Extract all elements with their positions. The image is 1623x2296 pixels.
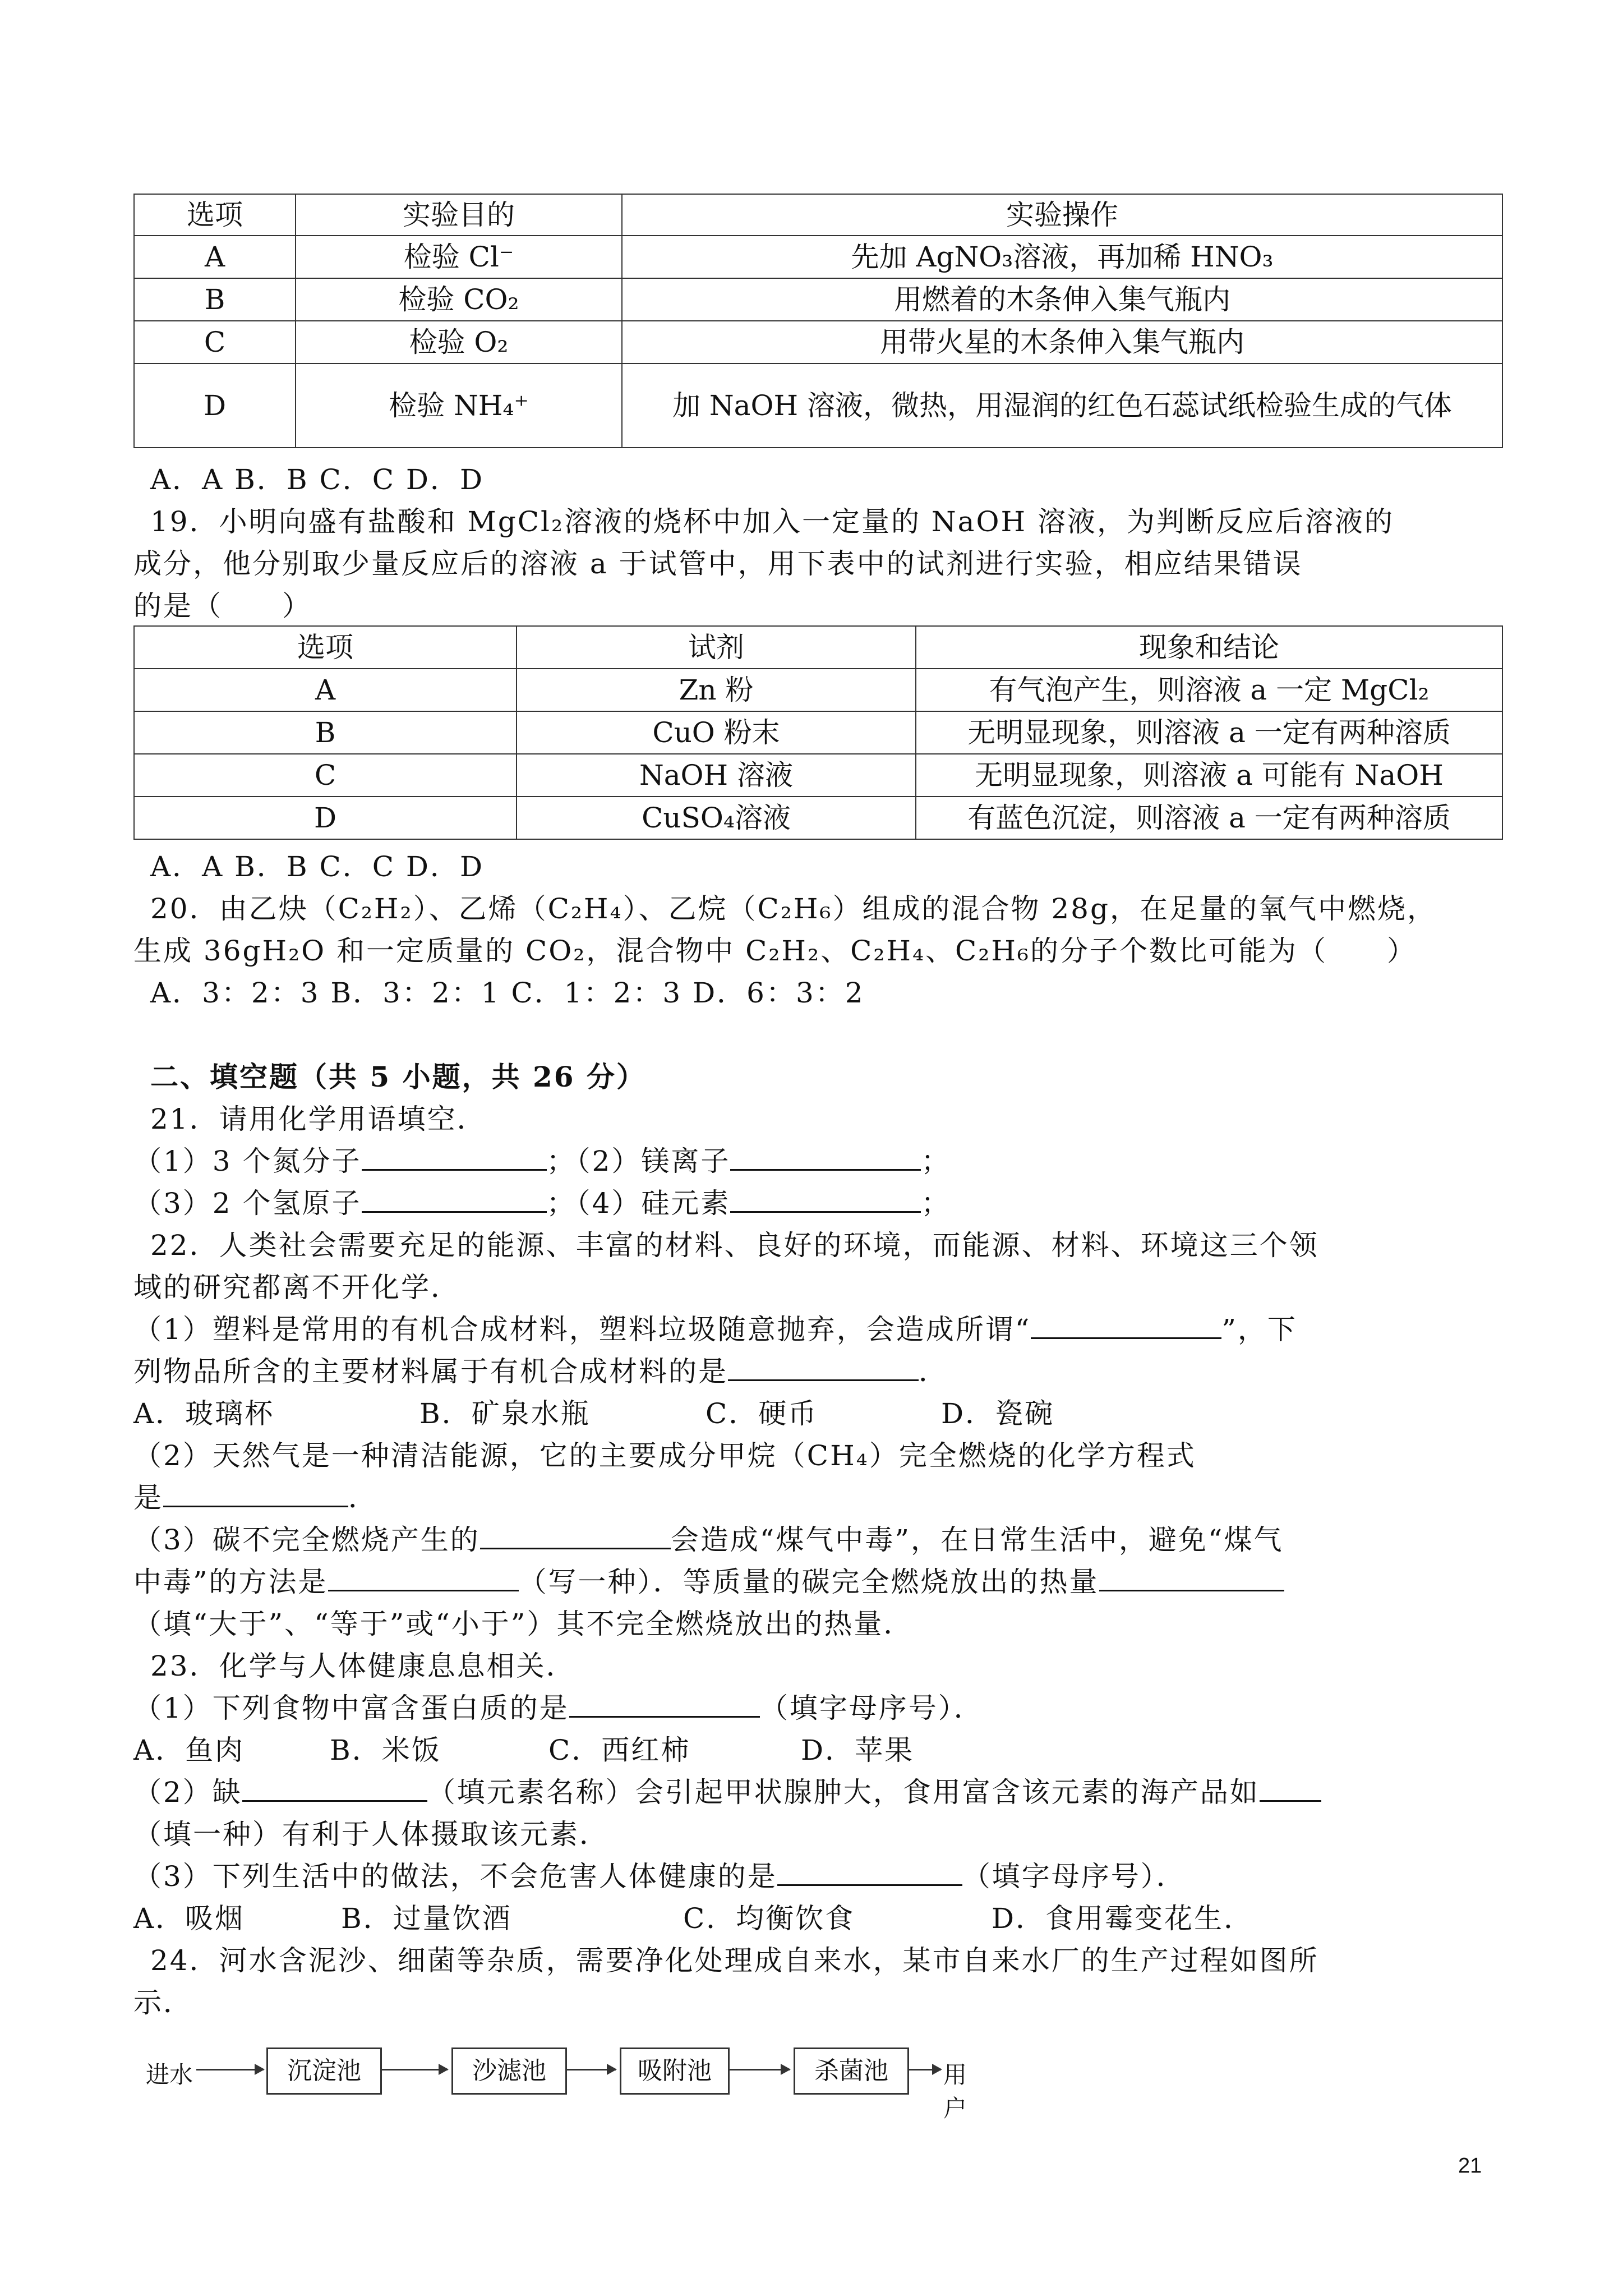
flow-arrow: [565, 2069, 616, 2070]
q24-line2: 示．: [133, 1986, 193, 2019]
table1-cell: 加 NaOH 溶液，微热，用湿润的红色石蕊试纸检验生成的气体: [622, 364, 1502, 448]
table1-cell: C: [134, 321, 296, 364]
flow-step-sterilization: 杀菌池: [794, 2047, 909, 2095]
answer-blank[interactable]: [730, 1140, 921, 1171]
experiment-table-2: [133, 625, 1503, 840]
q22-p1a: （1）塑料是常用的有机合成材料，塑料垃圾随意抛弃，会造成所谓“: [133, 1313, 1031, 1346]
answer-blank[interactable]: [242, 1771, 427, 1802]
q24-line1: 24．河水含泥沙、细菌等杂质，需要净化处理成自来水，某市自来水厂的生产过程如图所: [150, 1944, 1319, 1977]
q21-semi: ；: [921, 1187, 951, 1220]
q22-p3d: （写一种）．等质量的碳完全燃烧放出的热量: [518, 1566, 1099, 1598]
option-d: D．苹果: [801, 1734, 915, 1766]
q23-part2-line2: （填一种）有利于人体摄取该元素．: [133, 1818, 609, 1851]
q22-p3c: 中毒”的方法是: [133, 1566, 328, 1598]
flow-end-label: 用户: [943, 2061, 967, 2122]
q22-p1c: 列物品所含的主要材料属于有机合成材料的是: [133, 1355, 728, 1388]
q23-p2b: （填元素名称）会引起甲状腺肿大，食用富含该元素的海产品如: [427, 1776, 1260, 1809]
q21-stem: 21．请用化学用语填空．: [150, 1103, 487, 1135]
table1-header-option: 选项: [134, 194, 296, 236]
table2-cell: C: [134, 754, 517, 797]
table2-cell: CuO 粉末: [517, 711, 916, 754]
answer-blank[interactable]: [362, 1140, 547, 1171]
flow-arrow: [907, 2069, 941, 2070]
q23-part3: [133, 1854, 1186, 1894]
q22-line1: 22．人类社会需要充足的能源、丰富的材料、良好的环境，而能源、材料、环境这三个领: [150, 1229, 1319, 1262]
table1-cell: 用燃着的木条伸入集气瓶内: [622, 278, 1502, 321]
page-number: 21: [1458, 2154, 1482, 2178]
section-title: 二、填空题（共 5 小题，共 26 分）: [150, 1060, 646, 1093]
table2-cell: 有气泡产生，则溶液 a 一定 MgCl₂: [916, 669, 1502, 711]
answer-blank[interactable]: [730, 1182, 921, 1213]
option-b: B．过量饮酒: [341, 1902, 512, 1935]
table2-cell: B: [134, 711, 517, 754]
q21-p1b: ；（2）镁离子: [546, 1145, 731, 1177]
table2-cell: CuSO₄溶液: [517, 797, 916, 839]
q22-part1-line2: [133, 1349, 948, 1389]
answer-blank[interactable]: [362, 1182, 547, 1213]
table2-cell: 无明显现象，则溶液 a 一定有两种溶质: [916, 711, 1502, 754]
q22-period: ．: [919, 1355, 948, 1388]
q23-p1b: （填字母序号）．: [759, 1692, 984, 1724]
q20-line1: 20．由乙炔（C₂H₂）、乙烯（C₂H₄）、乙烷（C₂H₆）组成的混合物 28g，在足量的氧气中燃烧，: [150, 892, 1437, 925]
option-a: A．玻璃杯: [133, 1397, 275, 1430]
table1-header-purpose: 实验目的: [296, 194, 622, 236]
q22-p3b: 会造成“煤气中毒”，在日常生活中，避免“煤气: [670, 1524, 1284, 1556]
table2-cell: A: [134, 669, 517, 711]
option-c: C．均衡饮食: [683, 1902, 855, 1935]
flow-step-sedimentation: 沉淀池: [266, 2047, 382, 2095]
option-b: B．矿泉水瓶: [419, 1397, 591, 1430]
table2-cell: 有蓝色沉淀，则溶液 a 一定有两种溶质: [916, 797, 1502, 839]
q23-options-1: [133, 1728, 914, 1768]
table2-cell: Zn 粉: [517, 669, 916, 711]
q23-p2a: （2）缺: [133, 1776, 242, 1809]
q22-p2b: 是: [133, 1481, 163, 1514]
q23-part1: [133, 1686, 984, 1726]
q22-options: [133, 1391, 1054, 1432]
q21-p2a: （3）2 个氢原子: [133, 1187, 362, 1220]
table1-cell: 检验 Cl⁻: [296, 236, 622, 278]
option-b: B．米饭: [330, 1734, 441, 1766]
q22-part3-line1: [133, 1517, 1284, 1558]
answer-blank[interactable]: [569, 1687, 760, 1718]
answer-blank[interactable]: [1099, 1561, 1284, 1591]
flow-arrow: [196, 2069, 264, 2070]
answer-blank[interactable]: [480, 1519, 671, 1549]
answer-blank[interactable]: [328, 1561, 519, 1591]
q22-part3-line2: [133, 1559, 1284, 1600]
table1-cell: 用带火星的木条伸入集气瓶内: [622, 321, 1502, 364]
table1-cell: 检验 CO₂: [296, 278, 622, 321]
q22-part1-line1: [133, 1307, 1297, 1347]
answer-blank[interactable]: [163, 1476, 348, 1507]
q22-part2-line2: [133, 1475, 378, 1516]
table2-cell: 无明显现象，则溶液 a 可能有 NaOH: [916, 754, 1502, 797]
q23-p3a: （3）下列生活中的做法，不会危害人体健康的是: [133, 1860, 777, 1893]
flow-arrow: [380, 2069, 448, 2070]
q20-options: A．3：2：3 B．3：2：1 C．1：2：3 D．6：3：2: [150, 977, 865, 1009]
q22-part3-line3: （填“大于”、“等于”或“小于”）其不完全燃烧放出的热量．: [133, 1608, 914, 1640]
answer-blank[interactable]: [777, 1855, 962, 1886]
flow-step-adsorption: 吸附池: [620, 2047, 730, 2095]
option-d: D．瓷碗: [941, 1397, 1055, 1430]
q22-line2: 域的研究都离不开化学．: [133, 1271, 460, 1304]
q23-part2-line1: [133, 1770, 1321, 1810]
q22-period: ．: [348, 1481, 378, 1514]
option-c: C．硬币: [706, 1397, 818, 1430]
table1-cell: 先加 AgNO₃溶液，再加稀 HNO₃: [622, 236, 1502, 278]
q21-p2b: ；（4）硅元素: [546, 1187, 731, 1220]
water-treatment-flow-diagram: [146, 2042, 967, 2122]
q23-stem: 23．化学与人体健康息息相关．: [150, 1650, 576, 1682]
q22-p3a: （3）碳不完全燃烧产生的: [133, 1524, 480, 1556]
table2-header-option: 选项: [134, 626, 517, 669]
answer-blank[interactable]: [1031, 1308, 1221, 1339]
answer-blank[interactable]: [1260, 1771, 1321, 1802]
table2-cell: NaOH 溶液: [517, 754, 916, 797]
q18-options: A．A B．B C．C D．D: [150, 463, 485, 496]
table2-header-result: 现象和结论: [916, 626, 1502, 669]
table1-cell: 检验 NH₄⁺: [296, 364, 622, 448]
experiment-table-1: [133, 194, 1503, 448]
table2-cell: D: [134, 797, 517, 839]
q21-p1a: （1）3 个氮分子: [133, 1145, 362, 1177]
flow-arrow: [728, 2069, 790, 2070]
flow-step-sand-filter: 沙滤池: [451, 2047, 567, 2095]
option-d: D．食用霉变花生．: [992, 1902, 1254, 1935]
table1-cell: 检验 O₂: [296, 321, 622, 364]
q21-part1: [133, 1139, 951, 1179]
q20-line2: 生成 36gH₂O 和一定质量的 CO₂，混合物中 C₂H₂、C₂H₄、C₂H₆的分子个数比可能为（ ）: [133, 935, 1417, 967]
option-a: A．鱼肉: [133, 1734, 245, 1766]
q19-line3: 的是（ ）: [133, 590, 312, 622]
table1-cell: A: [134, 236, 296, 278]
q22-p1b: ”，下: [1221, 1313, 1297, 1346]
option-c: C．西红柿: [548, 1734, 691, 1766]
q19-options: A．A B．B C．C D．D: [150, 850, 485, 883]
table1-header-operation: 实验操作: [622, 194, 1502, 236]
q23-p3b: （填字母序号）．: [962, 1860, 1186, 1893]
table2-header-reagent: 试剂: [517, 626, 916, 669]
q19-line1: 19．小明向盛有盐酸和 MgCl₂溶液的烧杯中加入一定量的 NaOH 溶液，为判断反应后溶液的: [150, 505, 1394, 538]
q22-part2-line1: （2）天然气是一种清洁能源，它的主要成分甲烷（CH₄）完全燃烧的化学方程式: [133, 1439, 1196, 1472]
q19-line2: 成分，他分别取少量反应后的溶液 a 于试管中，用下表中的试剂进行实验，相应结果错误: [133, 547, 1303, 580]
table1-cell: D: [134, 364, 296, 448]
answer-blank[interactable]: [728, 1350, 919, 1381]
q23-options-3: [133, 1896, 1253, 1936]
q23-p1a: （1）下列食物中富含蛋白质的是: [133, 1692, 569, 1724]
flow-start-label: 进水: [146, 2061, 193, 2088]
q21-part2: [133, 1181, 951, 1221]
q21-semi: ；: [921, 1145, 951, 1177]
table1-cell: B: [134, 278, 296, 321]
option-a: A．吸烟: [133, 1902, 245, 1935]
